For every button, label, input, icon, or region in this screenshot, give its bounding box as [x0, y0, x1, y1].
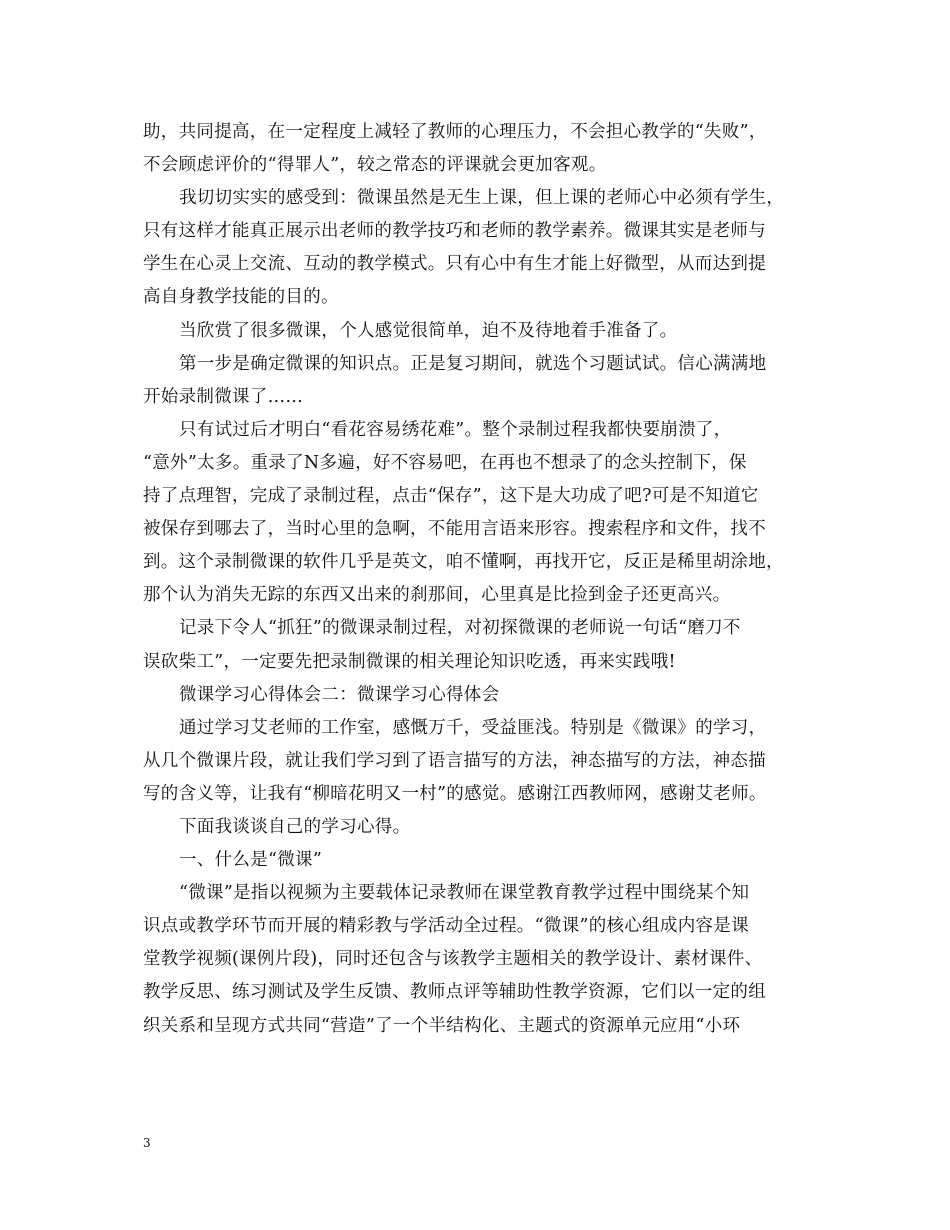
text-line: 微课学习心得体会二：微课学习心得体会: [179, 684, 500, 705]
text-line: 教学反思、练习测试及学生反馈、教师点评等辅助性教学资源，它们以一定的组: [143, 982, 766, 1003]
text-line: 识点或教学环节而开展的精彩教与学活动全过程。“微课”的核心组成内容是课: [143, 916, 749, 937]
text-line: 被保存到哪去了，当时心里的急啊，不能用言语来形容。搜索程序和文件，找不: [143, 519, 766, 540]
text-line: 我切切实实的感受到：微课虽然是无生上课，但上课的老师心中必须有学生，: [179, 188, 785, 209]
text-line: 那个认为消失无踪的东西又出来的刹那间，心里真是比捡到金子还更高兴。: [143, 585, 731, 606]
text-line: 一、什么是“微课”: [179, 850, 323, 871]
text-line: 到。这个录制微课的软件几乎是英文，咱不懂啊，再找开它，反正是稀里胡涂地，: [143, 552, 784, 573]
text-line: 从几个微课片段，就让我们学习到了语言描写的方法，神态描写的方法，神态描: [143, 750, 766, 771]
text-line: 高自身教学技能的目的。: [143, 287, 339, 308]
text-line: 织关系和呈现方式共同“营造”了一个半结构化、主题式的资源单元应用“小环: [143, 1015, 741, 1036]
text-line: 下面我谈谈自己的学习心得。: [179, 816, 411, 837]
body-text: [143, 116, 811, 1043]
text-line: 持了点理智，完成了录制过程，点击“保存”，这下是大功成了吧?可是不知道它: [143, 486, 759, 507]
text-line: 当欣赏了很多微课，个人感觉很简单，迫不及待地着手准备了。: [179, 320, 678, 341]
text-line: 助，共同提高，在一定程度上减轻了教师的心理压力，不会担心教学的“失败”，: [143, 122, 767, 142]
text-line: 只有这样才能真正展示出老师的教学技巧和老师的教学素养。微课其实是老师与: [143, 221, 766, 242]
text-line: 不会顾虑评价的“得罪人”，较之常态的评课就会更加客观。: [143, 155, 607, 176]
text-line: 写的含义等，让我有“柳暗花明又一村”的感觉。感谢江西教师网，感谢艾老师。: [143, 783, 767, 804]
text-line: 开始录制微课了……: [143, 386, 304, 407]
text-line: “微课”是指以视频为主要载体记录教师在课堂教育教学过程中围绕某个知: [179, 883, 750, 904]
text-line: 第一步是确定微课的知识点。正是复习期间，就选个习题试试。信心满满地: [179, 353, 767, 374]
text-line: 通过学习艾老师的工作室，感慨万千，受益匪浅。特别是《微课》的学习，: [179, 717, 767, 738]
text-line: 堂教学视频(课例片段)，同时还包含与该教学主题相关的教学设计、素材课件、: [143, 949, 763, 970]
text-line: 学生在心灵上交流、互动的教学模式。只有心中有生才能上好微型，从而达到提: [143, 254, 766, 275]
text-line: 只有试过后才明白“看花容易绣花难”。整个录制过程我都快要崩溃了，: [179, 419, 732, 440]
text-line: “意外”太多。重录了N多遍，好不容易吧，在再也不想录了的念头控制下，保: [143, 452, 747, 473]
text-line: 记录下令人“抓狂”的微课录制过程，对初探微课的老师说一句话“磨刀不: [179, 618, 741, 639]
text-line: 误砍柴工”，一定要先把录制微课的相关理论知识吃透，再来实践哦!: [143, 651, 676, 672]
page-number: 3: [143, 1136, 151, 1150]
